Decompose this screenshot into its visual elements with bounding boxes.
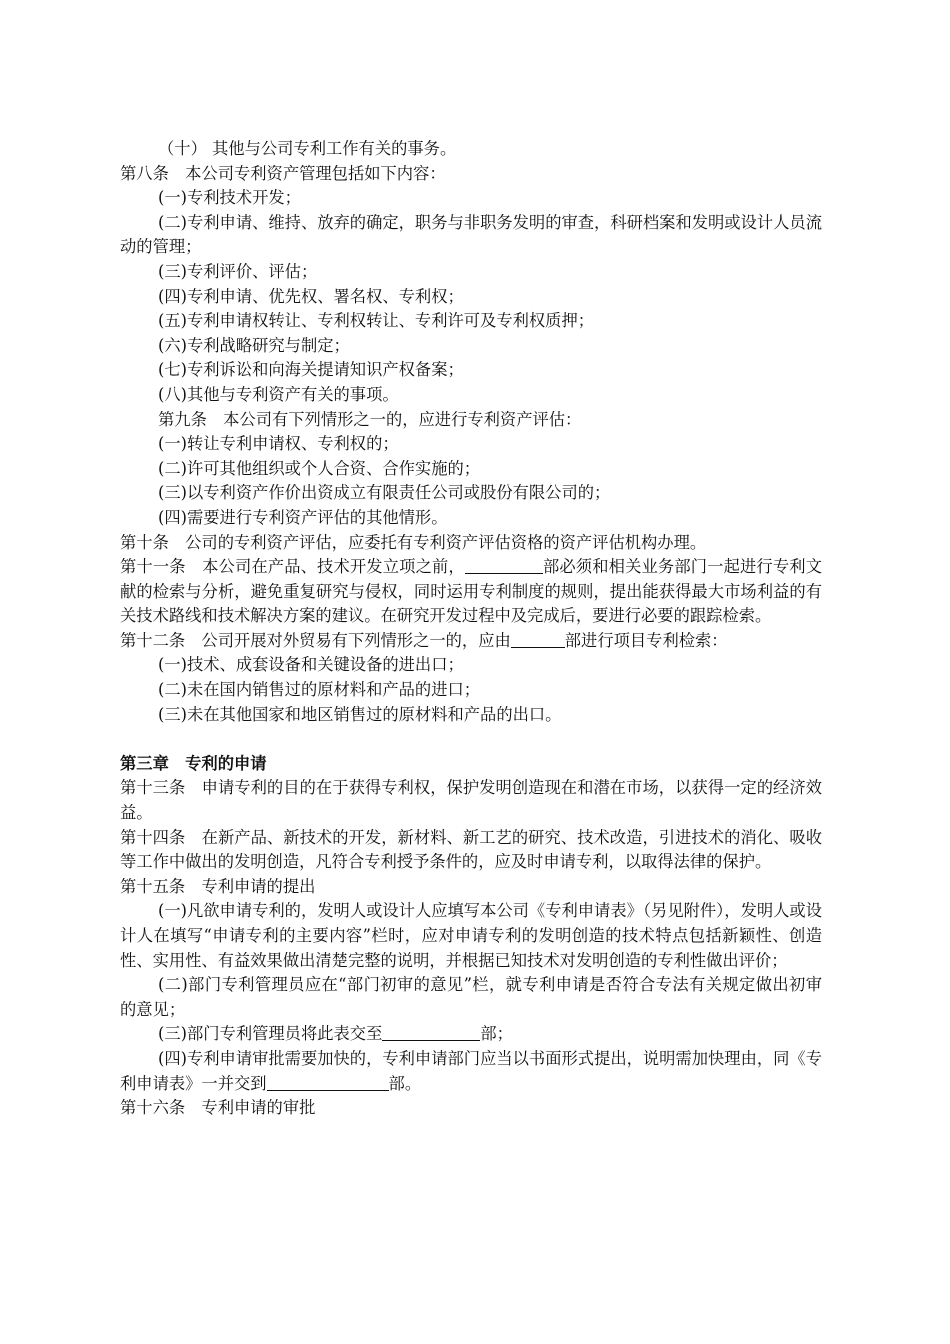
article-16: 第十六条 专利申请的审批	[120, 1098, 316, 1118]
article-15-item-4-tail: 部。	[388, 1073, 422, 1093]
article-14: 第十四条 在新产品、新技术的开发，新材料、新工艺的研究、技术改造，引进技术的消化、吸收等工作中做出的发明创造，凡符合专利授予条件的，应及时申请专利，以取得法律的保护。	[120, 827, 822, 872]
article-10: 第十条 公司的专利资产评估，应委托有专利资产评估资格的资产评估机构办理。	[120, 532, 707, 552]
article-15-item-4-text: (四)专利申请审批需要加快的，专利申请部门应当以书面形式提出，说明需加快理由，同《专利申请表》一并交到	[120, 1048, 822, 1093]
article-9-item-2: (二)许可其他组织或个人合资、合作实施的；	[158, 458, 481, 478]
article-15-item-3-text: (三)部门专利管理员将此表交至	[158, 1024, 383, 1044]
fill-blank-department	[465, 557, 543, 574]
article-13: 第十三条 申请专利的目的在于获得专利权，保护发明创造现在和潜在市场，以获得一定的经济效益。	[120, 778, 822, 823]
article-12	[120, 629, 822, 654]
article-12-part-b: 部进行项目专利检索：	[564, 630, 728, 650]
article-9: 第九条 本公司有下列情形之一的，应进行专利资产评估：	[158, 409, 582, 429]
article-11-part-b: 部必须和相关业务部门一起进行专利文献的检索与分析，避免重复研究与侵权，同时运用专利制度的规则，提出能获得最大市场利益的有关技术路线和技术解决方案的建议。在研究开发过程中及完成后，要进行必要的跟踪检索。	[120, 557, 822, 626]
article-8-item-1: (一)专利技术开发；	[158, 188, 301, 208]
article-12-part-a: 第十二条 公司开展对外贸易有下列情形之一的，应由	[120, 630, 511, 650]
article-8-item-2: (二)专利申请、维持、放弃的确定，职务与非职务发明的审查，科研档案和发明或设计人员流动的管理；	[120, 212, 822, 257]
article-8-item-5: (五)专利申请权转让、专利权转让、专利许可及专利权质押；	[158, 311, 595, 331]
article-12-item-1: (一)技术、成套设备和关键设备的进出口；	[158, 655, 464, 675]
article-9-item-1: (一)转让专利申请权、专利权的；	[158, 434, 399, 454]
article-8-item-4: (四)专利申请、优先权、署名权、专利权；	[158, 286, 464, 306]
clause-10-item: （十） 其他与公司专利工作有关的事务。	[158, 139, 457, 158]
section-gap	[120, 727, 822, 752]
article-8: 第八条 本公司专利资产管理包括如下内容：	[120, 163, 446, 183]
article-11	[120, 555, 822, 629]
article-8-item-3: (三)专利评价、评估；	[158, 261, 318, 281]
article-9-item-3: (三)以专利资产作价出资成立有限责任公司或股份有限公司的；	[158, 483, 611, 503]
chapter-3-heading: 第三章 专利的申请	[120, 753, 267, 773]
article-8-item-8: (八)其他与专利资产有关的事项。	[158, 384, 399, 404]
article-15: 第十五条 专利申请的提出	[120, 876, 316, 896]
article-8-item-7: (七)专利诉讼和向海关提请知识产权备案；	[158, 360, 464, 380]
fill-blank-department	[511, 631, 565, 648]
article-15-item-3-tail: 部；	[480, 1024, 513, 1044]
article-15-item-3	[120, 1022, 822, 1047]
article-15-item-4	[120, 1047, 822, 1096]
article-12-item-3: (三)未在其他国家和地区销售过的原材料和产品的出口。	[158, 704, 562, 724]
fill-blank-department	[382, 1024, 480, 1041]
article-8-item-6: (六)专利战略研究与制定；	[158, 335, 350, 355]
article-11-part-a: 第十一条 本公司在产品、技术开发立项之前，	[120, 557, 465, 577]
article-15-item-2: (二)部门专利管理员应在“部门初审的意见”栏，就专利申请是否符合专法有关规定做出初审的意见；	[120, 975, 822, 1019]
document-page	[120, 137, 822, 1121]
article-12-item-2: (二)未在国内销售过的原材料和产品的进口；	[158, 680, 481, 700]
article-9-item-4: (四)需要进行专利资产评估的其他情形。	[158, 507, 448, 527]
fill-blank-department	[267, 1074, 389, 1091]
article-15-item-1: (一)凡欲申请专利的，发明人或设计人应填写本公司《专利申请表》（另见附件），发明人或设计人在填写“申请专利的主要内容”栏时，应对申请专利的发明创造的技术特点包括新颖性、创造性、实用性、有益效果做出清楚完整的说明，并根据已知技术对发明创造的专利性做出评价；	[120, 901, 822, 970]
